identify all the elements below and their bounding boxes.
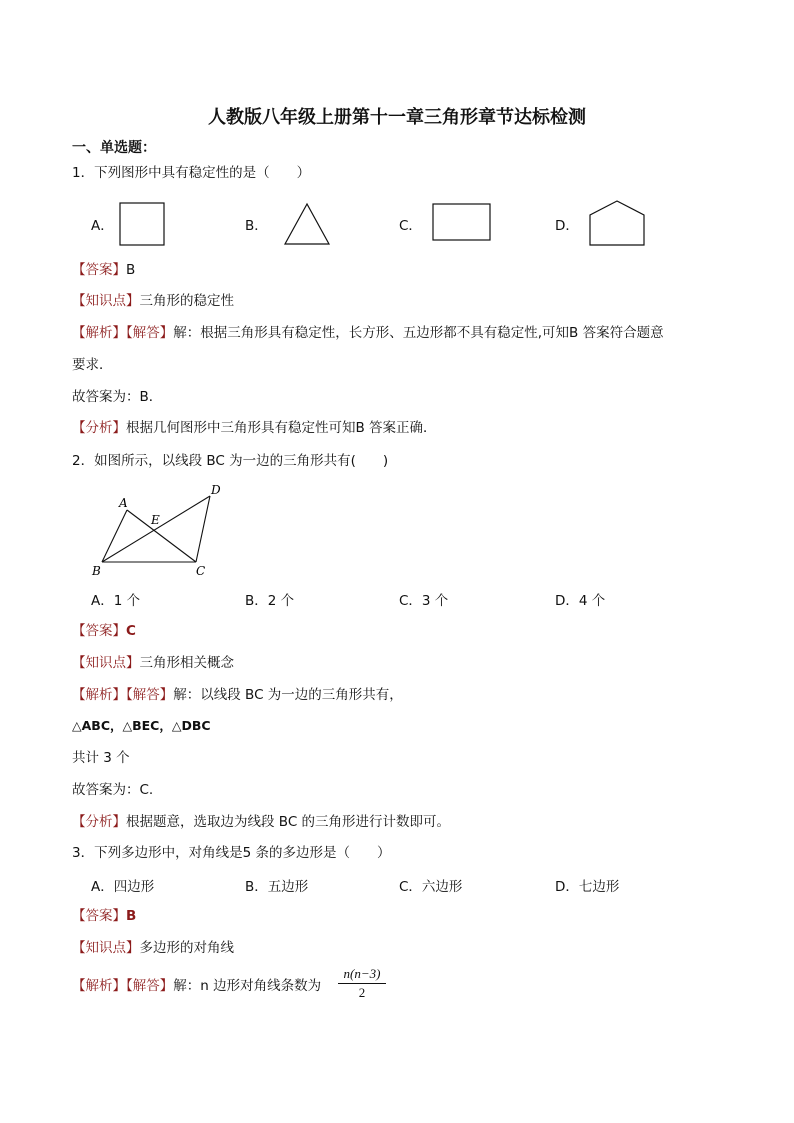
point-a-label: A	[119, 496, 128, 510]
rectangle-figure	[431, 202, 493, 242]
point-d-label: D	[211, 483, 221, 497]
formula-denominator: 2	[358, 985, 366, 1000]
q3-option-d: D．七边形	[555, 879, 620, 895]
analysis-tag: 【解析】【解答】	[72, 325, 174, 341]
point-b-label: B	[92, 564, 101, 578]
page-title: 人教版八年级上册第十一章三角形章节达标检测	[208, 107, 586, 128]
q2-figure	[88, 478, 228, 580]
analysis-text: 解：以线段 BC 为一边的三角形共有，	[173, 687, 403, 703]
q1-option-c-label: C．	[399, 218, 422, 234]
q1-conclusion: 故答案为：B．	[72, 389, 163, 405]
q1-stem: 1．下列图形中具有稳定性的是（ ）	[72, 165, 311, 181]
diagonal-formula	[334, 966, 390, 1001]
q1-analysis	[72, 323, 664, 343]
q3-option-c: C．六边形	[399, 879, 463, 895]
analysis-tag: 【解析】【解答】	[72, 687, 174, 703]
fenxi-tag: 【分析】	[72, 814, 126, 830]
answer-tag: 【答案】	[72, 262, 126, 278]
q2-conclusion: 故答案为：C.	[72, 782, 154, 798]
q2-stem: 2．如图所示，以线段 BC 为一边的三角形共有( )	[72, 453, 389, 469]
q3-option-b: B．五边形	[245, 879, 309, 895]
q2-option-a: A．1 个	[91, 593, 141, 609]
fenxi-tag: 【分析】	[72, 420, 126, 436]
q2-triangles-list: △ABC，△BEC，△DBC	[72, 718, 211, 733]
knowledge-tag: 【知识点】	[72, 655, 140, 671]
point-e-label: E	[151, 513, 160, 527]
q1-option-d-label: D．	[555, 218, 579, 234]
fraction-bar	[338, 983, 386, 984]
triangle-figure	[282, 201, 332, 247]
q3-knowledge-point	[72, 938, 234, 958]
pentagon-figure	[588, 199, 648, 249]
point-c-label: C	[196, 564, 206, 578]
answer-value: B	[126, 908, 137, 924]
q2-option-c: C．3 个	[399, 593, 449, 609]
answer-value: C	[126, 623, 136, 639]
analysis-tag: 【解析】【解答】	[72, 978, 174, 994]
fenxi-text: 根据题意，选取边为线段 BC 的三角形进行计数即可。	[126, 814, 451, 830]
knowledge-text: 三角形的稳定性	[139, 293, 234, 309]
answer-value: B	[126, 262, 136, 278]
q2-option-b: B．2 个	[245, 593, 295, 609]
q1-analysis-cont: 要求．	[72, 357, 113, 373]
q2-fenxi	[72, 812, 450, 832]
knowledge-tag: 【知识点】	[72, 293, 140, 309]
section-heading: 一、单选题：	[72, 140, 156, 156]
analysis-text: 解：根据三角形具有稳定性，长方形、五边形都不具有稳定性,可知B 答案符合题意	[173, 325, 664, 341]
q2-total: 共计 3 个	[72, 750, 130, 766]
analysis-text: 解：n 边形对角线条数为	[173, 978, 322, 994]
answer-tag: 【答案】	[72, 908, 126, 924]
q1-option-a-label: A．	[91, 218, 114, 234]
q1-fenxi	[72, 418, 437, 438]
square-figure	[118, 201, 168, 247]
q2-answer	[72, 621, 136, 641]
knowledge-text: 三角形相关概念	[139, 655, 234, 671]
q3-analysis	[72, 976, 321, 996]
q1-option-b-label: B．	[245, 218, 268, 234]
answer-tag: 【答案】	[72, 623, 126, 639]
fenxi-text: 根据几何图形中三角形具有稳定性可知B 答案正确．	[126, 420, 437, 436]
q2-option-d: D．4 个	[555, 593, 606, 609]
q3-option-a: A．四边形	[91, 879, 155, 895]
knowledge-tag: 【知识点】	[72, 940, 140, 956]
q1-answer	[72, 260, 135, 280]
q2-knowledge-point	[72, 653, 234, 673]
q2-analysis	[72, 685, 403, 705]
q3-stem: 3．下列多边形中，对角线是5 条的多边形是（ ）	[72, 845, 391, 861]
q3-answer	[72, 906, 136, 926]
q1-knowledge-point	[72, 291, 234, 311]
knowledge-text: 多边形的对角线	[139, 940, 234, 956]
formula-numerator: n(n−3)	[343, 966, 381, 981]
